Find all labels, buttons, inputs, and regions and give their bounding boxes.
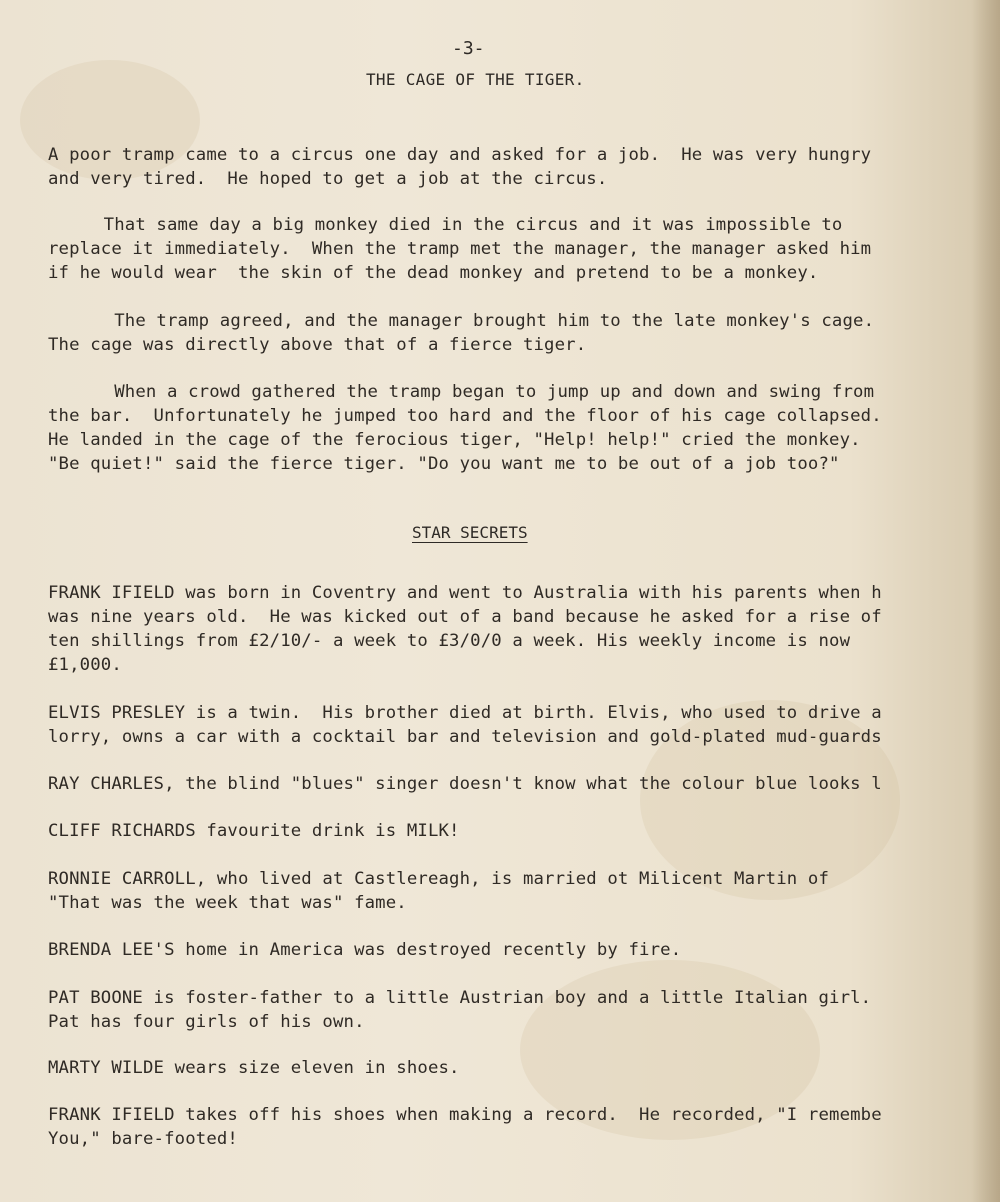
text-line: BRENDA LEE'S home in America was destroyed recently by fire.	[48, 940, 682, 960]
text-line: Pat has four girls of his own.	[48, 1012, 365, 1032]
section-heading: STAR SECRETS	[412, 523, 528, 542]
text-line: FRANK IFIELD takes off his shoes when making a record. He recorded, "I remembe	[48, 1105, 882, 1125]
text-line: RONNIE CARROLL, who lived at Castlereagh, is married ot Milicent Martin of	[48, 869, 830, 889]
text-line: He landed in the cage of the ferocious tiger, "Help! help!" cried the monkey.	[48, 430, 861, 450]
text-line: the bar. Unfortunately he jumped too hard and the floor of his cage collapsed.	[48, 406, 882, 426]
text-line: ELVIS PRESLEY is a twin. His brother died at birth. Elvis, who used to drive a	[48, 703, 882, 723]
text-line: That same day a big monkey died in the circus and it was impossible to	[72, 215, 843, 235]
text-line: replace it immediately. When the tramp met the manager, the manager asked him	[48, 239, 872, 259]
text-line: if he would wear the skin of the dead monkey and pretend to be a monkey.	[48, 263, 819, 283]
text-line: and very tired. He hoped to get a job at the circus.	[48, 169, 608, 189]
text-line: The tramp agreed, and the manager brought him to the late monkey's cage.	[72, 311, 875, 331]
text-line: RAY CHARLES, the blind "blues" singer doesn't know what the colour blue looks l	[48, 774, 882, 794]
text-line: MARTY WILDE wears size eleven in shoes.	[48, 1058, 460, 1078]
text-line: FRANK IFIELD was born in Coventry and went to Australia with his parents when h	[48, 583, 882, 603]
text-line: "Be quiet!" said the fierce tiger. "Do you want me to be out of a job too?"	[48, 454, 840, 474]
text-line: The cage was directly above that of a fierce tiger.	[48, 335, 587, 355]
text-line: When a crowd gathered the tramp began to jump up and down and swing from	[72, 382, 875, 402]
story-title: THE CAGE OF THE TIGER.	[366, 70, 585, 89]
page-number: -3-	[452, 38, 485, 59]
text-line: You," bare-footed!	[48, 1129, 238, 1149]
page-edge-shadow	[972, 0, 1000, 1202]
text-line: £1,000.	[48, 655, 122, 675]
text-line: ten shillings from £2/10/- a week to £3/0/0 a week. His weekly income is now	[48, 631, 851, 651]
text-line: lorry, owns a car with a cocktail bar and television and gold-plated mud-guards	[48, 727, 882, 747]
text-line: was nine years old. He was kicked out of a band because he asked for a rise of	[48, 607, 882, 627]
text-line: A poor tramp came to a circus one day and asked for a job. He was very hungry	[48, 145, 872, 165]
text-line: CLIFF RICHARDS favourite drink is MILK!	[48, 821, 460, 841]
text-line: PAT BOONE is foster-father to a little Austrian boy and a little Italian girl.	[48, 988, 872, 1008]
text-line: "That was the week that was" fame.	[48, 893, 407, 913]
